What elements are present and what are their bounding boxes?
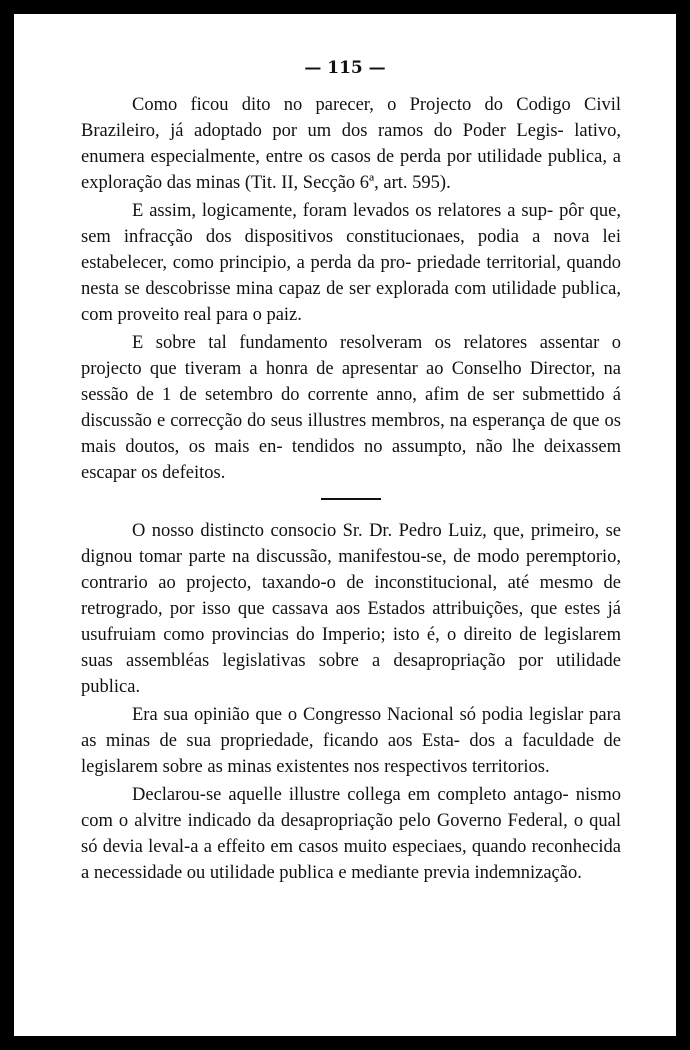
paragraph-5: Era sua opinião que o Congresso Nacional só podia legislar para as minas de sua propriedade, ficando aos Esta- dos a faculdade de legislarem sobre as minas existentes nos respectivos territorios. — [81, 705, 622, 777]
book-page — [14, 14, 676, 1036]
paragraph-4: O nosso distincto consocio Sr. Dr. Pedro Luiz, que, primeiro, se dignou tomar parte na discussão, manifestou-se, de modo peremptorio, contrario ao projecto, taxando-o de inconstitucional, até mesmo de retrogrado, por isso que cassava aos Estados attribuições, que estes já usufruiam como provincias do Imperio; isto é, o direito de legislarem suas assembléas legislativas sobre a desapropriação por utilidade publica. — [81, 521, 622, 697]
body-text — [81, 92, 621, 886]
paragraph-6: Declarou-se aquelle illustre collega em completo antago- nismo com o alvitre indicado da desapropriação pelo Governo Federal, o qual só devia leval-a a effeito em casos muito especiaes, quando reconhecida a necessidade ou utilidade publica e mediante previa indemnização. — [81, 785, 622, 883]
paragraph-3: E sobre tal fundamento resolveram os relatores assentar o projecto que tiveram a honra de apresentar ao Conselho Director, na sessão de 1 de setembro do corrente anno, afim de ser submettido á discussão e correcção do seus illustres membros, na esperança de que os mais doutos, os mais en- tendidos no assumpto, não lhe deixassem escapar os defeitos. — [81, 333, 621, 483]
section-divider — [321, 498, 381, 500]
page-number: — 115 — — [304, 58, 386, 78]
paragraph-2: E assim, logicamente, foram levados os relatores a sup- pôr que, sem infracção dos dispositivos constitucionaes, podia a nova lei estabelecer, como principio, a perda da pro- priedade territorial, quando nesta se descobrisse mina capaz de ser explorada com utilidade publica, com proveito real para o paiz. — [81, 201, 622, 325]
paragraph-1: Como ficou dito no parecer, o Projecto do Codigo Civil Brazileiro, já adoptado por um dos ramos do Poder Legis- lativo, enumera especialmente, entre os casos de perda por utilidade publica, a exploração das minas (Tit. II, Secção 6ª, art. 595). — [81, 95, 622, 193]
